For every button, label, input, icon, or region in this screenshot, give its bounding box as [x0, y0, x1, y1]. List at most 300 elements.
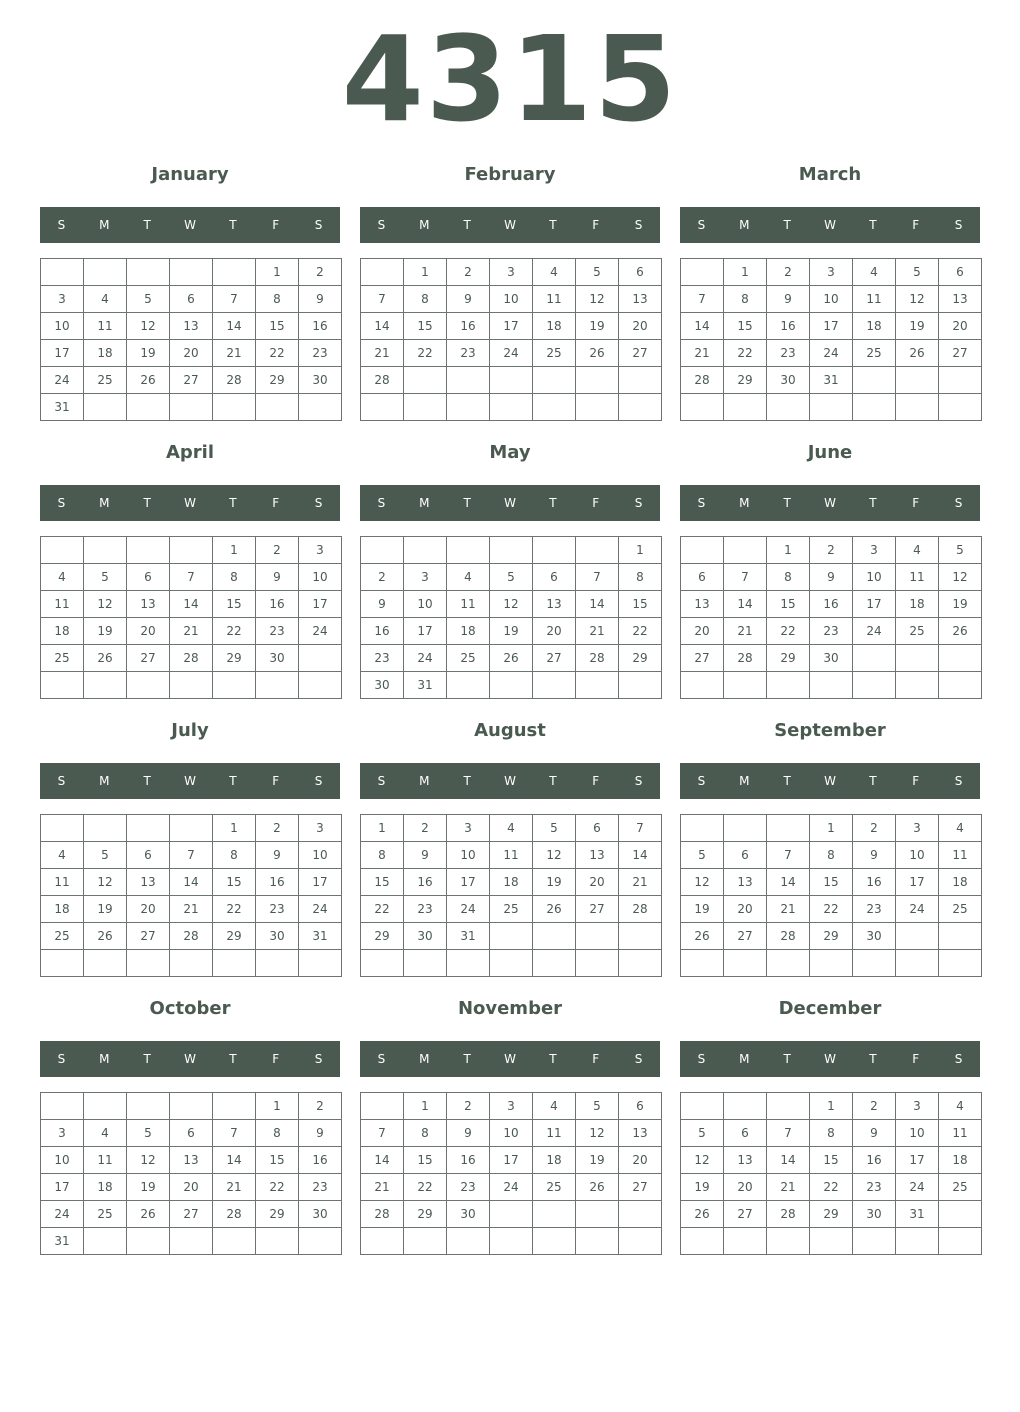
day-cell: 19 [681, 1174, 724, 1201]
day-cell [213, 259, 256, 286]
day-cell: 20 [939, 313, 982, 340]
weekday-label: W [824, 496, 836, 510]
month-name: August [474, 720, 546, 741]
day-cell: 26 [84, 923, 127, 950]
weekday-label: F [272, 218, 280, 232]
week-row [361, 1201, 662, 1228]
day-cell: 8 [724, 286, 767, 313]
week-row [361, 313, 662, 340]
day-cell: 9 [447, 286, 490, 313]
day-cell: 12 [127, 313, 170, 340]
weekday-label: M [739, 774, 750, 788]
weekday-header [680, 763, 980, 799]
day-cell: 24 [853, 618, 896, 645]
day-cell [810, 1228, 853, 1255]
day-cell: 18 [447, 618, 490, 645]
day-cell: 14 [576, 591, 619, 618]
weekday-label: T [229, 1052, 237, 1066]
day-cell: 1 [619, 537, 662, 564]
day-cell: 28 [213, 1201, 256, 1228]
day-cell [170, 815, 213, 842]
day-cell: 25 [939, 1174, 982, 1201]
day-cell: 14 [767, 869, 810, 896]
weekday-label: S [314, 774, 323, 788]
weekday-label: T [549, 218, 557, 232]
day-cell [404, 394, 447, 421]
day-cell: 28 [619, 896, 662, 923]
day-cell: 16 [447, 1147, 490, 1174]
day-cell: 19 [896, 313, 939, 340]
week-row [41, 950, 342, 977]
day-grid [40, 814, 342, 977]
day-cell: 2 [299, 1093, 342, 1120]
day-cell: 21 [681, 340, 724, 367]
weekday-header [360, 207, 660, 243]
week-row [681, 259, 982, 286]
day-cell: 23 [256, 618, 299, 645]
week-row [41, 286, 342, 313]
weekday-label: S [57, 1052, 66, 1066]
day-cell: 1 [810, 815, 853, 842]
day-cell: 17 [299, 869, 342, 896]
day-cell [576, 367, 619, 394]
day-cell: 1 [404, 1093, 447, 1120]
day-cell [681, 1228, 724, 1255]
day-cell: 15 [213, 591, 256, 618]
day-cell: 17 [490, 1147, 533, 1174]
week-row [681, 815, 982, 842]
day-cell [576, 537, 619, 564]
day-cell [767, 394, 810, 421]
weekday-label: F [912, 1052, 920, 1066]
day-cell: 24 [810, 340, 853, 367]
weekday-label: T [143, 496, 151, 510]
month-name: June [807, 442, 853, 463]
day-cell: 20 [170, 1174, 213, 1201]
weekday-label: T [869, 1052, 877, 1066]
weekday-label: M [419, 218, 430, 232]
day-grid [360, 258, 662, 421]
day-cell [810, 672, 853, 699]
weekday-label: M [739, 1052, 750, 1066]
day-cell [490, 950, 533, 977]
day-cell: 6 [939, 259, 982, 286]
day-cell: 27 [170, 1201, 213, 1228]
day-cell: 31 [404, 672, 447, 699]
day-grid [680, 536, 982, 699]
day-cell [361, 394, 404, 421]
day-cell: 8 [404, 1120, 447, 1147]
week-row [361, 618, 662, 645]
day-cell: 3 [41, 1120, 84, 1147]
day-cell [853, 645, 896, 672]
day-cell: 16 [447, 313, 490, 340]
day-cell: 29 [213, 923, 256, 950]
day-cell [681, 815, 724, 842]
day-cell: 24 [299, 896, 342, 923]
day-cell [170, 394, 213, 421]
day-cell: 7 [619, 815, 662, 842]
day-cell: 17 [810, 313, 853, 340]
day-cell: 24 [41, 1201, 84, 1228]
weekday-label: T [869, 496, 877, 510]
day-cell: 18 [939, 1147, 982, 1174]
day-grid [360, 1092, 662, 1255]
day-cell [213, 672, 256, 699]
weekday-label: M [739, 496, 750, 510]
weekday-label: S [377, 496, 386, 510]
day-cell: 25 [533, 1174, 576, 1201]
week-row [361, 367, 662, 394]
weekday-label: T [463, 496, 471, 510]
week-row [681, 923, 982, 950]
day-cell: 6 [619, 259, 662, 286]
day-cell: 31 [41, 1228, 84, 1255]
week-row [41, 1093, 342, 1120]
day-cell: 5 [681, 1120, 724, 1147]
day-cell: 5 [127, 286, 170, 313]
day-cell [853, 672, 896, 699]
day-cell [681, 394, 724, 421]
day-cell [127, 537, 170, 564]
day-cell: 21 [619, 869, 662, 896]
day-cell [213, 950, 256, 977]
day-cell: 21 [213, 340, 256, 367]
day-cell [404, 537, 447, 564]
day-cell [447, 672, 490, 699]
day-cell [447, 394, 490, 421]
weekday-label: F [272, 1052, 280, 1066]
day-cell: 6 [681, 564, 724, 591]
day-cell [213, 394, 256, 421]
day-cell [41, 950, 84, 977]
day-cell [619, 367, 662, 394]
week-row [361, 815, 662, 842]
day-cell: 19 [576, 1147, 619, 1174]
day-cell: 18 [939, 869, 982, 896]
day-cell [576, 923, 619, 950]
day-cell: 22 [361, 896, 404, 923]
day-cell: 15 [619, 591, 662, 618]
week-row [361, 259, 662, 286]
day-cell: 21 [576, 618, 619, 645]
weekday-label: T [463, 218, 471, 232]
day-cell: 27 [127, 645, 170, 672]
day-cell: 24 [404, 645, 447, 672]
week-row [41, 340, 342, 367]
day-cell [939, 394, 982, 421]
weekday-label: S [634, 218, 643, 232]
week-row [681, 313, 982, 340]
day-cell: 9 [853, 1120, 896, 1147]
day-cell: 8 [404, 286, 447, 313]
month-name: January [151, 164, 229, 185]
week-row [41, 896, 342, 923]
day-cell [361, 1093, 404, 1120]
day-cell [84, 394, 127, 421]
day-cell [127, 1228, 170, 1255]
day-cell: 28 [767, 1201, 810, 1228]
day-cell: 12 [939, 564, 982, 591]
day-cell: 31 [896, 1201, 939, 1228]
week-row [681, 1174, 982, 1201]
day-cell: 25 [533, 340, 576, 367]
day-cell: 9 [256, 842, 299, 869]
day-cell: 13 [576, 842, 619, 869]
day-cell: 15 [810, 1147, 853, 1174]
day-cell: 24 [299, 618, 342, 645]
weekday-label: T [143, 1052, 151, 1066]
day-cell: 6 [724, 842, 767, 869]
weekday-label: T [783, 774, 791, 788]
week-row [41, 1174, 342, 1201]
day-cell: 30 [299, 367, 342, 394]
day-cell [533, 1228, 576, 1255]
day-cell [896, 394, 939, 421]
day-cell: 14 [767, 1147, 810, 1174]
day-cell: 11 [41, 591, 84, 618]
week-row [361, 645, 662, 672]
weekday-label: T [869, 218, 877, 232]
day-cell [256, 950, 299, 977]
day-cell: 20 [127, 896, 170, 923]
weekday-label: F [272, 774, 280, 788]
day-cell: 1 [213, 537, 256, 564]
day-cell: 9 [404, 842, 447, 869]
weekday-label: S [634, 1052, 643, 1066]
day-cell [853, 1228, 896, 1255]
day-cell: 4 [84, 286, 127, 313]
day-cell: 21 [170, 618, 213, 645]
day-cell: 12 [681, 869, 724, 896]
day-cell: 27 [127, 923, 170, 950]
week-row [681, 1120, 982, 1147]
weekday-label: T [783, 218, 791, 232]
day-cell: 15 [724, 313, 767, 340]
day-cell [41, 259, 84, 286]
day-cell [213, 1093, 256, 1120]
day-cell: 13 [619, 1120, 662, 1147]
day-cell: 29 [619, 645, 662, 672]
day-cell: 19 [127, 340, 170, 367]
day-cell: 25 [84, 1201, 127, 1228]
week-row [361, 672, 662, 699]
weekday-label: M [99, 218, 110, 232]
day-cell [170, 950, 213, 977]
day-cell: 1 [810, 1093, 853, 1120]
week-row [361, 564, 662, 591]
day-cell: 2 [361, 564, 404, 591]
day-cell: 20 [724, 896, 767, 923]
day-cell: 10 [299, 564, 342, 591]
day-cell: 20 [576, 869, 619, 896]
day-cell: 7 [576, 564, 619, 591]
day-cell: 19 [681, 896, 724, 923]
day-cell [853, 394, 896, 421]
day-cell [939, 367, 982, 394]
day-cell: 10 [490, 286, 533, 313]
day-cell [404, 1228, 447, 1255]
day-cell: 13 [170, 313, 213, 340]
week-row [361, 923, 662, 950]
day-cell: 4 [490, 815, 533, 842]
day-cell [84, 1228, 127, 1255]
day-cell: 11 [84, 313, 127, 340]
day-cell: 28 [361, 367, 404, 394]
day-cell: 2 [853, 815, 896, 842]
week-row [361, 1228, 662, 1255]
day-cell [681, 537, 724, 564]
week-row [361, 950, 662, 977]
day-cell: 27 [170, 367, 213, 394]
week-row [361, 591, 662, 618]
day-cell: 30 [810, 645, 853, 672]
day-cell [256, 672, 299, 699]
day-cell: 25 [84, 367, 127, 394]
day-cell: 20 [619, 313, 662, 340]
day-cell [170, 1093, 213, 1120]
day-cell [361, 950, 404, 977]
day-cell: 23 [853, 1174, 896, 1201]
day-cell: 27 [724, 923, 767, 950]
week-row [681, 394, 982, 421]
day-cell: 3 [299, 537, 342, 564]
day-cell: 25 [447, 645, 490, 672]
weekday-label: T [549, 496, 557, 510]
day-cell: 20 [533, 618, 576, 645]
day-cell [256, 1228, 299, 1255]
day-cell: 9 [853, 842, 896, 869]
day-cell: 30 [767, 367, 810, 394]
day-cell: 26 [681, 923, 724, 950]
day-cell: 1 [404, 259, 447, 286]
week-row [361, 394, 662, 421]
day-cell: 2 [810, 537, 853, 564]
day-cell [447, 537, 490, 564]
day-cell: 13 [533, 591, 576, 618]
day-cell: 5 [576, 259, 619, 286]
week-row [41, 842, 342, 869]
weekday-label: F [592, 1052, 600, 1066]
day-cell: 11 [41, 869, 84, 896]
weekday-label: T [549, 774, 557, 788]
day-cell [533, 537, 576, 564]
day-cell [490, 923, 533, 950]
week-row [41, 367, 342, 394]
day-cell: 2 [256, 537, 299, 564]
weekday-header [40, 763, 340, 799]
day-cell: 10 [896, 842, 939, 869]
week-row [41, 618, 342, 645]
day-cell: 16 [256, 591, 299, 618]
day-cell [576, 672, 619, 699]
day-grid [680, 814, 982, 977]
day-cell: 18 [533, 1147, 576, 1174]
day-cell: 9 [299, 1120, 342, 1147]
day-cell: 15 [213, 869, 256, 896]
day-cell: 17 [41, 340, 84, 367]
day-cell: 17 [896, 1147, 939, 1174]
day-cell: 26 [681, 1201, 724, 1228]
day-cell: 7 [361, 286, 404, 313]
day-cell: 14 [361, 1147, 404, 1174]
week-row [681, 564, 982, 591]
weekday-label: S [697, 218, 706, 232]
day-cell: 15 [256, 1147, 299, 1174]
day-cell [84, 815, 127, 842]
weekday-label: S [954, 218, 963, 232]
day-cell [170, 259, 213, 286]
day-cell: 26 [490, 645, 533, 672]
day-cell [127, 672, 170, 699]
day-cell [170, 672, 213, 699]
week-row [681, 950, 982, 977]
day-cell: 24 [41, 367, 84, 394]
day-cell: 22 [619, 618, 662, 645]
week-row [681, 340, 982, 367]
weekday-header [680, 1041, 980, 1077]
day-cell: 9 [256, 564, 299, 591]
day-grid [40, 258, 342, 421]
week-row [41, 394, 342, 421]
day-cell: 7 [767, 1120, 810, 1147]
day-cell: 7 [170, 842, 213, 869]
day-cell: 31 [41, 394, 84, 421]
day-cell: 28 [681, 367, 724, 394]
day-cell [576, 1228, 619, 1255]
day-cell: 10 [896, 1120, 939, 1147]
day-cell [767, 1228, 810, 1255]
day-cell: 23 [447, 340, 490, 367]
day-cell: 13 [724, 869, 767, 896]
weekday-label: S [697, 774, 706, 788]
day-cell [127, 815, 170, 842]
day-cell: 25 [41, 923, 84, 950]
day-cell: 14 [619, 842, 662, 869]
day-cell [127, 394, 170, 421]
day-cell: 24 [490, 1174, 533, 1201]
day-cell: 18 [84, 1174, 127, 1201]
day-cell [490, 367, 533, 394]
day-cell: 5 [84, 564, 127, 591]
day-cell: 8 [810, 842, 853, 869]
day-cell [127, 259, 170, 286]
day-cell: 23 [767, 340, 810, 367]
day-cell [41, 815, 84, 842]
day-cell [490, 672, 533, 699]
day-cell: 22 [213, 618, 256, 645]
day-cell [767, 1093, 810, 1120]
weekday-label: S [57, 496, 66, 510]
day-cell: 6 [170, 286, 213, 313]
day-cell: 29 [361, 923, 404, 950]
day-cell: 7 [170, 564, 213, 591]
day-cell [681, 259, 724, 286]
day-cell: 24 [896, 1174, 939, 1201]
day-cell [127, 1093, 170, 1120]
day-cell [170, 1228, 213, 1255]
day-cell [490, 1201, 533, 1228]
day-cell: 3 [810, 259, 853, 286]
week-row [681, 842, 982, 869]
day-cell [447, 1228, 490, 1255]
day-cell: 1 [256, 1093, 299, 1120]
week-row [361, 869, 662, 896]
day-cell [619, 1228, 662, 1255]
week-row [361, 1174, 662, 1201]
weekday-header [360, 485, 660, 521]
week-row [681, 1147, 982, 1174]
